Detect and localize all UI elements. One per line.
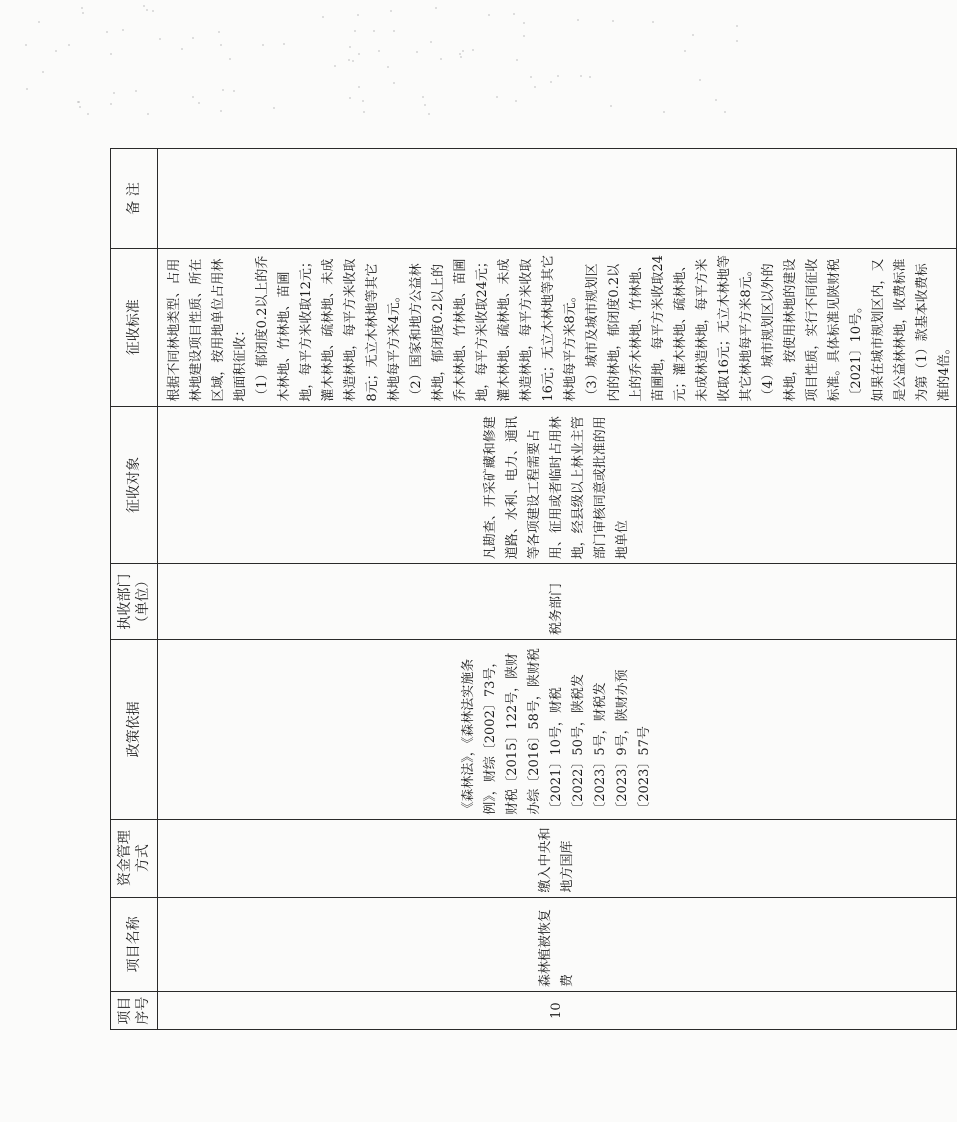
- scan-speck: [229, 58, 231, 60]
- standard-line: （4）城市规划区以外的林地，按使用林地的建设项目性质，实行不同征收标准。具体标准见陕财税〔2021〕10号。: [761, 258, 864, 402]
- scan-speck: [460, 56, 462, 58]
- cell-name: 森林植被恢复费: [158, 897, 957, 992]
- scan-speck: [38, 21, 40, 23]
- scan-speck: [684, 50, 686, 52]
- scan-speck: [440, 58, 442, 60]
- scan-speck: [534, 86, 536, 88]
- scan-speck: [577, 19, 579, 21]
- scan-speck: [354, 30, 356, 32]
- scan-speck: [610, 105, 612, 107]
- scan-speck: [55, 50, 57, 52]
- scan-speck: [106, 31, 108, 33]
- header-target: 征收对象: [111, 406, 158, 564]
- standard-line: （3）城市及城市规划区内的林地，郁闭度0.2以上的乔木林地、竹林地、苗圃地，每平方米收取24元；灌木林地、疏林地、未成林造林地，每平方米收取16元；无立木林地等其它林地每平方米8元。: [585, 255, 754, 402]
- cell-seq: 10: [158, 992, 957, 1030]
- scan-speck: [42, 71, 44, 73]
- scan-speck: [496, 96, 498, 98]
- scan-speck: [459, 53, 461, 55]
- scan-speck: [26, 88, 28, 90]
- cell-policy: 《森林法》，《森林法实施条例》，财综〔2002〕73号，财税〔2015〕122号，陕财办综〔2016〕58号，陕财税〔2021〕10号，财税〔2022〕50号，陕税发〔2023〕5号，财税发〔2023〕9号，陕财办预〔2023〕57号: [158, 639, 957, 819]
- scan-speck: [358, 86, 360, 88]
- scan-speck: [715, 99, 717, 101]
- standard-line: 如果在城市规划区内，又是公益林林地，收费标准为第（1）款基本收费标准的4倍。: [871, 258, 952, 402]
- scan-speck: [220, 44, 222, 46]
- scan-speck: [462, 50, 464, 52]
- scan-speck: [82, 12, 84, 14]
- scan-speck: [349, 46, 351, 48]
- standard-line: （1）郁闭度0.2以上的乔木林地、竹林地、苗圃地，每平方米收取12元；灌木林地、疏林地、未成林造林地，每平方米收取8元；无立木林地等其它林地每平方米4元。: [255, 255, 402, 402]
- scan-speck: [387, 66, 389, 68]
- scan-speck: [222, 89, 224, 91]
- scan-speck: [363, 111, 365, 113]
- header-remark: 备 注: [111, 149, 158, 249]
- header-fund: 资金管理方式: [111, 819, 158, 897]
- scan-speck: [523, 22, 525, 24]
- scan-speck: [192, 96, 194, 98]
- scan-speck: [699, 79, 701, 81]
- scan-speck: [262, 44, 264, 46]
- scan-speck: [430, 41, 432, 43]
- scan-speck: [68, 44, 70, 46]
- scan-speck: [515, 100, 517, 102]
- scan-speck: [220, 110, 222, 112]
- scan-speck: [424, 104, 426, 106]
- scan-speck: [736, 40, 738, 42]
- scan-speck: [192, 37, 194, 39]
- scan-speck: [159, 38, 161, 40]
- scan-speck: [334, 65, 336, 67]
- standard-line: （2）国家和地方公益林林地，郁闭度0.2以上的乔木林地、竹林地、苗圃地，每平方米收取24元；灌木林地、疏林地、未成林造林地，每平方米收取16元；无立木林地等其它林地每平方米8元。: [409, 255, 578, 402]
- header-policy: 政策依据: [111, 639, 158, 819]
- scan-speck: [373, 30, 375, 32]
- scan-speck: [152, 10, 154, 12]
- scan-speck: [513, 13, 515, 15]
- cell-target: 凡勘查、开采矿藏和修建道路、水利、电力、通讯等各项建设工程需要占用、征用或者临时占用林地，经县级以上林业主管部门审核同意或批准的用地单位: [158, 406, 957, 564]
- scan-speck: [273, 107, 275, 109]
- fee-table: [110, 148, 957, 1030]
- cell-remark: [158, 149, 957, 249]
- scan-speck: [393, 82, 395, 84]
- scan-speck: [110, 103, 112, 105]
- scan-speck: [416, 51, 418, 53]
- cell-fund: 缴入中央和地方国库: [158, 819, 957, 897]
- scan-speck: [472, 49, 474, 51]
- scan-speck: [349, 97, 351, 99]
- header-row: [111, 149, 158, 1030]
- standard-line: 根据不同林地类型、占用林地建设项目性质、所在区域，按用地单位占用林地面积征收：: [167, 258, 248, 402]
- scan-speck: [378, 50, 380, 52]
- scan-speck: [488, 14, 490, 16]
- header-name: 项目名称: [111, 897, 158, 992]
- scan-speck: [550, 81, 552, 83]
- scan-speck: [516, 59, 518, 61]
- rotated-table-page: [110, 148, 952, 1030]
- scan-speck: [110, 53, 112, 55]
- scan-speck: [233, 90, 235, 92]
- scan-speck: [122, 29, 124, 31]
- scan-speck: [724, 111, 726, 113]
- header-seq: 项目序号: [111, 992, 158, 1030]
- scan-speck: [362, 100, 364, 102]
- scan-speck: [422, 96, 424, 98]
- header-dept: 执收部门（单位）: [111, 564, 158, 640]
- scan-speck: [25, 44, 27, 46]
- cell-dept: 税务部门: [158, 564, 957, 640]
- scan-speck: [113, 92, 115, 94]
- cell-standard: [158, 248, 957, 406]
- scan-speck: [692, 34, 694, 36]
- scan-speck: [393, 30, 395, 32]
- scan-speck: [147, 113, 149, 115]
- scan-speck: [181, 48, 183, 50]
- scan-speck: [135, 90, 137, 92]
- scan-speck: [143, 5, 145, 7]
- scan-speck: [580, 75, 582, 77]
- scan-speck: [77, 101, 79, 103]
- header-standard: 征收标准: [111, 248, 158, 406]
- scan-speck: [146, 9, 148, 11]
- table-row: [158, 149, 957, 1030]
- scan-speck: [612, 20, 614, 22]
- scan-speck: [352, 60, 354, 62]
- scan-speck: [736, 25, 738, 27]
- scan-speck: [530, 76, 532, 78]
- scan-speck: [87, 113, 89, 115]
- scan-speck: [198, 102, 200, 104]
- scan-speck: [589, 76, 591, 78]
- scan-speck: [523, 35, 525, 37]
- scan-speck: [79, 106, 81, 108]
- scan-speck: [348, 59, 350, 61]
- scan-speck: [358, 53, 360, 55]
- scan-speck: [390, 10, 392, 12]
- scan-speck: [322, 16, 324, 18]
- scan-speck: [663, 111, 665, 113]
- scan-speck: [428, 113, 430, 115]
- scan-speck: [357, 14, 359, 16]
- scan-speck: [557, 75, 559, 77]
- scan-speck: [283, 43, 285, 45]
- scan-speck: [652, 21, 654, 23]
- scan-speck: [435, 7, 437, 9]
- scan-speck: [218, 31, 220, 33]
- scan-speck: [81, 7, 83, 9]
